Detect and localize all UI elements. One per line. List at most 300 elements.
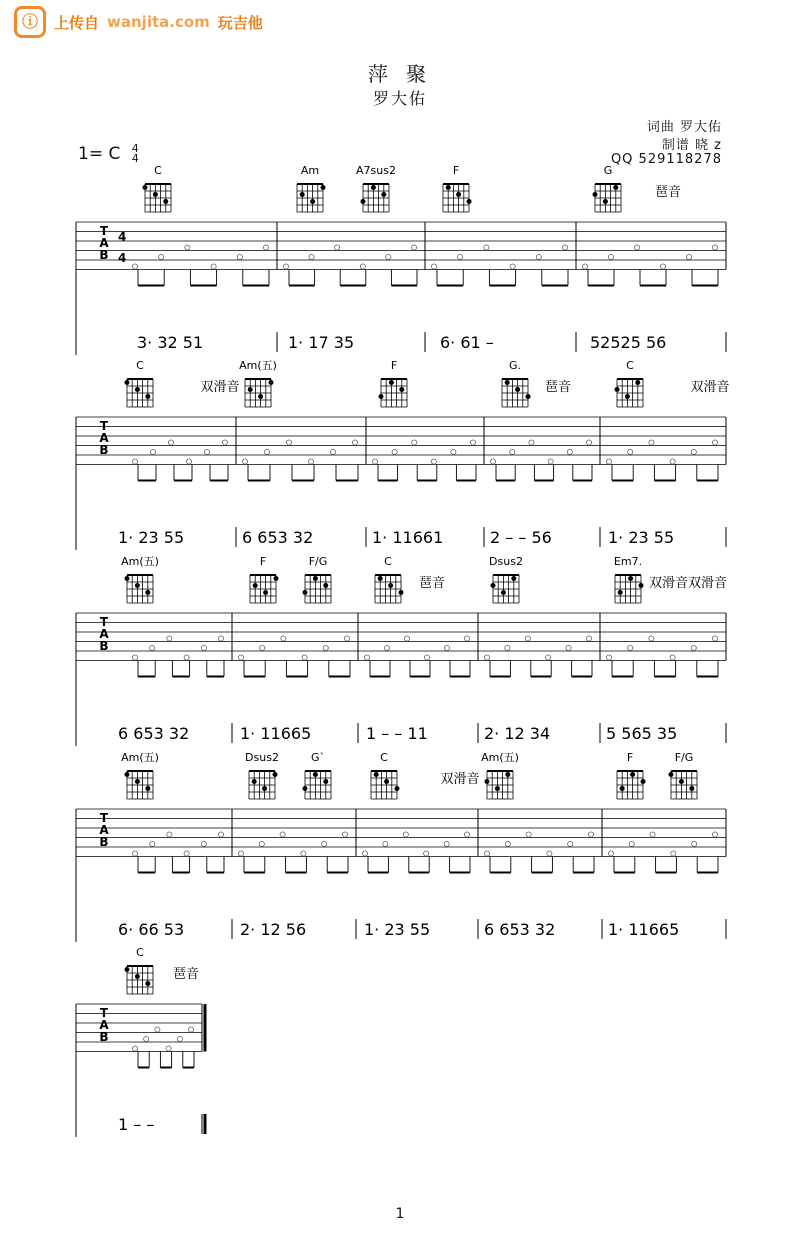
- tab-system: [76, 164, 726, 355]
- chord-finger-dot: [620, 786, 625, 791]
- tab-clef-letter: A: [99, 236, 109, 250]
- fret-marker: [323, 645, 328, 650]
- fret-marker: [464, 636, 469, 641]
- jianpu-measure: 6 653 32: [484, 920, 556, 939]
- key-label: 1= C: [78, 144, 121, 164]
- chord-finger-dot: [467, 199, 472, 204]
- fret-marker: [712, 245, 717, 250]
- fret-marker: [411, 245, 416, 250]
- fret-marker: [259, 841, 264, 846]
- fret-marker: [167, 636, 172, 641]
- jianpu-measure: 6 653 32: [118, 724, 190, 743]
- chord-diagram: [121, 751, 159, 799]
- fret-marker: [167, 832, 172, 837]
- chord-finger-dot: [378, 576, 383, 581]
- fret-marker: [384, 645, 389, 650]
- chord-name: F/G: [308, 555, 328, 568]
- fret-marker: [670, 655, 675, 660]
- fret-marker: [155, 1027, 160, 1032]
- jianpu-measure: 6· 61 –: [440, 333, 494, 352]
- chord-name: G`: [310, 751, 326, 764]
- chord-name: G.: [508, 359, 522, 372]
- chord-finger-dot: [248, 387, 253, 392]
- chord-finger-dot: [395, 786, 400, 791]
- chord-diagram: [379, 359, 408, 407]
- chord-finger-dot: [388, 583, 393, 588]
- chord-finger-dot: [253, 583, 258, 588]
- jianpu-measure: 52525 56: [590, 333, 667, 352]
- fret-marker: [144, 1036, 149, 1041]
- tab-clef-letter: A: [99, 431, 109, 445]
- chord-finger-dot: [593, 192, 598, 197]
- fret-marker: [692, 841, 697, 846]
- fret-marker: [301, 851, 306, 856]
- fret-marker: [364, 655, 369, 660]
- chord-finger-dot: [323, 583, 328, 588]
- jianpu-measure: 1 – –: [118, 1115, 155, 1134]
- fret-marker: [431, 264, 436, 269]
- fret-marker: [444, 645, 449, 650]
- fret-marker: [188, 1027, 193, 1032]
- fret-marker: [586, 636, 591, 641]
- chord-finger-dot: [361, 199, 366, 204]
- fret-marker: [670, 459, 675, 464]
- fret-marker: [159, 254, 164, 259]
- chord-diagram: [121, 555, 159, 603]
- fret-marker: [383, 841, 388, 846]
- chord-finger-dot: [505, 772, 510, 777]
- site-name: 玩吉他: [217, 13, 263, 32]
- tab-clef-letter: T: [99, 224, 109, 238]
- fret-marker: [238, 655, 243, 660]
- chord-finger-dot: [501, 590, 506, 595]
- tab-clef-letter: B: [99, 835, 109, 849]
- tab-clef-letter: A: [99, 1018, 109, 1032]
- chord-diagram: [125, 359, 154, 407]
- fret-marker: [150, 841, 155, 846]
- chord-name: Am(五): [121, 555, 159, 568]
- chord-name: F: [259, 555, 267, 568]
- chord-finger-dot: [603, 199, 608, 204]
- chord-name: Em7.: [613, 555, 643, 568]
- technique-label: 琶音: [654, 185, 682, 200]
- chord-finger-dot: [274, 576, 279, 581]
- fret-marker: [132, 459, 137, 464]
- chord-name: C: [384, 555, 392, 568]
- fret-marker: [671, 851, 676, 856]
- fret-marker: [352, 440, 357, 445]
- fret-marker: [404, 636, 409, 641]
- chord-name: A7sus2: [356, 164, 396, 177]
- fret-marker: [582, 264, 587, 269]
- chord-name: Dsus2: [489, 555, 523, 568]
- fret-marker: [470, 440, 475, 445]
- fret-marker: [283, 264, 288, 269]
- chord-name: C: [626, 359, 634, 372]
- tab-clef-letter: B: [99, 443, 109, 457]
- chord-finger-dot: [630, 772, 635, 777]
- fret-marker: [660, 264, 665, 269]
- chord-finger-dot: [135, 387, 140, 392]
- tab-clef-letter: B: [99, 248, 109, 262]
- chord-finger-dot: [323, 779, 328, 784]
- credit-qq: QQ 529118278: [610, 152, 722, 167]
- chord-finger-dot: [321, 185, 326, 190]
- fret-marker: [505, 645, 510, 650]
- jianpu-measure: 2· 12 56: [240, 920, 307, 939]
- chord-finger-dot: [485, 779, 490, 784]
- chord-finger-dot: [381, 192, 386, 197]
- fret-marker: [185, 245, 190, 250]
- time-bottom: 4: [131, 152, 139, 165]
- tab-time-top: 4: [118, 230, 127, 244]
- fret-marker: [132, 655, 137, 660]
- fret-marker: [362, 851, 367, 856]
- tab-clef-letter: B: [99, 1030, 109, 1044]
- chord-finger-dot: [143, 185, 148, 190]
- chord-finger-dot: [526, 394, 531, 399]
- fret-marker: [451, 449, 456, 454]
- tab-system: [76, 359, 730, 550]
- chord-finger-dot: [625, 394, 630, 399]
- chord-finger-dot: [399, 590, 404, 595]
- fret-marker: [629, 841, 634, 846]
- chord-finger-dot: [145, 981, 150, 986]
- fret-marker: [484, 655, 489, 660]
- chord-diagram: [297, 164, 326, 212]
- time-top: 4: [131, 142, 139, 155]
- fret-marker: [166, 1046, 171, 1051]
- upload-label: 上传自: [54, 13, 100, 32]
- fret-marker: [308, 459, 313, 464]
- fret-marker: [132, 851, 137, 856]
- tab-clef-letter: A: [99, 627, 109, 641]
- chord-name: Dsus2: [245, 751, 279, 764]
- technique-label: 双滑音: [440, 772, 480, 787]
- fret-marker: [263, 245, 268, 250]
- chord-finger-dot: [505, 380, 510, 385]
- chord-finger-dot: [135, 583, 140, 588]
- jianpu-measure: 1 – – 11: [366, 724, 428, 743]
- chord-finger-dot: [125, 576, 130, 581]
- song-title: 萍 聚: [367, 62, 433, 86]
- fret-marker: [150, 449, 155, 454]
- fret-marker: [309, 254, 314, 259]
- fret-marker: [280, 832, 285, 837]
- page-number: 1: [395, 1206, 405, 1222]
- fret-marker: [186, 459, 191, 464]
- fret-marker: [526, 832, 531, 837]
- fret-marker: [264, 449, 269, 454]
- fret-marker: [547, 851, 552, 856]
- technique-label: 琶音: [172, 967, 200, 982]
- fret-marker: [536, 254, 541, 259]
- chord-finger-dot: [515, 387, 520, 392]
- chord-finger-dot: [273, 772, 278, 777]
- chord-finger-dot: [125, 967, 130, 972]
- tab-clef-letter: T: [99, 615, 109, 629]
- chord-name: C: [136, 359, 144, 372]
- fret-marker: [218, 832, 223, 837]
- fret-marker: [150, 645, 155, 650]
- jianpu-measure: 1· 11661: [372, 528, 444, 547]
- chord-finger-dot: [374, 772, 379, 777]
- fret-marker: [608, 254, 613, 259]
- chord-finger-dot: [313, 772, 318, 777]
- chord-diagram: [614, 555, 727, 603]
- fret-marker: [204, 449, 209, 454]
- fret-marker: [242, 459, 247, 464]
- chord-diagram: [125, 946, 200, 994]
- fret-marker: [286, 440, 291, 445]
- chord-name: F: [452, 164, 460, 177]
- fret-marker: [691, 449, 696, 454]
- fret-marker: [335, 245, 340, 250]
- fret-marker: [691, 645, 696, 650]
- fret-marker: [484, 245, 489, 250]
- chord-finger-dot: [269, 380, 274, 385]
- chord-finger-dot: [252, 779, 257, 784]
- chord-finger-dot: [313, 576, 318, 581]
- fret-marker: [484, 851, 489, 856]
- chord-finger-dot: [615, 387, 620, 392]
- chord-diagram: [303, 555, 332, 603]
- fret-marker: [201, 645, 206, 650]
- chord-diagram: [669, 751, 698, 799]
- chord-name: C: [154, 164, 162, 177]
- chord-diagram: [443, 164, 472, 212]
- fret-marker: [649, 636, 654, 641]
- fret-marker: [588, 832, 593, 837]
- chord-finger-dot: [379, 394, 384, 399]
- fret-marker: [342, 832, 347, 837]
- chord-finger-dot: [163, 199, 168, 204]
- fret-marker: [490, 459, 495, 464]
- fret-marker: [458, 254, 463, 259]
- chord-name: F/G: [674, 751, 694, 764]
- fret-marker: [649, 440, 654, 445]
- chord-diagram: [440, 751, 518, 799]
- chord-diagram: [615, 359, 730, 407]
- tab-system: [76, 751, 726, 942]
- chord-finger-dot: [303, 786, 308, 791]
- fret-marker: [650, 832, 655, 837]
- credit-lyrics-music: 词曲 罗大佑: [646, 120, 722, 135]
- technique-label: 琶音: [418, 576, 446, 591]
- fret-marker: [712, 636, 717, 641]
- fret-marker: [260, 645, 265, 650]
- chord-diagram: [489, 555, 523, 603]
- fret-marker: [628, 645, 633, 650]
- fret-marker: [464, 832, 469, 837]
- fret-marker: [168, 440, 173, 445]
- chord-diagram: [245, 751, 279, 799]
- chord-finger-dot: [263, 590, 268, 595]
- fret-marker: [392, 449, 397, 454]
- fret-marker: [567, 449, 572, 454]
- site-logo-icon: ⓘ: [14, 6, 46, 38]
- fret-marker: [344, 636, 349, 641]
- fret-marker: [237, 254, 242, 259]
- fret-marker: [608, 851, 613, 856]
- chord-finger-dot: [618, 590, 623, 595]
- fret-marker: [412, 440, 417, 445]
- technique-label: 双滑音双滑音: [648, 576, 728, 591]
- fret-marker: [510, 449, 515, 454]
- tab-clef-letter: T: [99, 419, 109, 433]
- chord-name: Am(五): [481, 751, 519, 764]
- fret-marker: [712, 440, 717, 445]
- chord-diagram: [371, 751, 400, 799]
- fret-marker: [548, 459, 553, 464]
- chord-finger-dot: [303, 590, 308, 595]
- fret-marker: [281, 636, 286, 641]
- chord-name: C: [380, 751, 388, 764]
- jianpu-measure: 1· 23 55: [608, 528, 675, 547]
- jianpu-measure: 3· 32 51: [137, 333, 204, 352]
- jianpu-measure: 1· 11665: [608, 920, 680, 939]
- jianpu-measure: 5 565 35: [606, 724, 678, 743]
- tab-clef-letter: B: [99, 639, 109, 653]
- chord-diagram: [143, 164, 172, 212]
- jianpu-measure: 1· 23 55: [118, 528, 185, 547]
- fret-marker: [606, 655, 611, 660]
- jianpu-measure: 6· 66 53: [118, 920, 185, 939]
- fret-marker: [132, 1046, 137, 1051]
- chord-finger-dot: [145, 590, 150, 595]
- chord-finger-dot: [628, 576, 633, 581]
- fret-marker: [562, 245, 567, 250]
- fret-marker: [132, 264, 137, 269]
- fret-marker: [184, 655, 189, 660]
- fret-marker: [372, 459, 377, 464]
- fret-marker: [568, 841, 573, 846]
- chord-name: Am(五): [239, 359, 277, 372]
- chord-finger-dot: [446, 185, 451, 190]
- fret-marker: [529, 440, 534, 445]
- chord-finger-dot: [689, 786, 694, 791]
- chord-diagram: [200, 359, 276, 407]
- fret-marker: [505, 841, 510, 846]
- chord-finger-dot: [613, 185, 618, 190]
- fret-marker: [566, 645, 571, 650]
- fret-marker: [201, 841, 206, 846]
- jianpu-measure: 2 – – 56: [490, 528, 552, 547]
- chord-finger-dot: [300, 192, 305, 197]
- chord-name: Am: [300, 164, 320, 177]
- chord-finger-dot: [153, 192, 158, 197]
- credit-arranger: 制谱 晓 z: [661, 138, 722, 153]
- fret-marker: [222, 440, 227, 445]
- fret-marker: [424, 851, 429, 856]
- fret-marker: [360, 264, 365, 269]
- chord-diagram: [303, 751, 332, 799]
- chord-name: Am(五): [121, 751, 159, 764]
- chord-finger-dot: [135, 974, 140, 979]
- chord-finger-dot: [125, 772, 130, 777]
- fret-marker: [525, 636, 530, 641]
- tab-clef-letter: T: [99, 1006, 109, 1020]
- jianpu-measure: 2· 12 34: [484, 724, 551, 743]
- chord-finger-dot: [495, 786, 500, 791]
- chord-finger-dot: [135, 779, 140, 784]
- fret-marker: [403, 832, 408, 837]
- tab-time-bottom: 4: [118, 251, 127, 265]
- chord-finger-dot: [639, 583, 644, 588]
- chord-finger-dot: [125, 380, 130, 385]
- chord-finger-dot: [491, 583, 496, 588]
- jianpu-measure: 1· 23 55: [364, 920, 431, 939]
- fret-marker: [431, 459, 436, 464]
- fret-marker: [634, 245, 639, 250]
- fret-marker: [586, 440, 591, 445]
- fret-marker: [177, 1036, 182, 1041]
- technique-label: 双滑音: [200, 380, 240, 395]
- chord-finger-dot: [669, 772, 674, 777]
- fret-marker: [218, 636, 223, 641]
- tab-system: [76, 946, 205, 1137]
- tab-clef-letter: A: [99, 823, 109, 837]
- fret-marker: [211, 264, 216, 269]
- song-artist: 罗大佑: [372, 89, 427, 108]
- chord-diagram: [250, 555, 279, 603]
- chord-finger-dot: [641, 779, 646, 784]
- jianpu-measure: 6 653 32: [242, 528, 314, 547]
- jianpu-measure: 1· 17 35: [288, 333, 355, 352]
- chord-name: F: [390, 359, 398, 372]
- chord-finger-dot: [371, 185, 376, 190]
- chord-diagram: [593, 164, 682, 212]
- chord-diagram: [502, 359, 571, 407]
- fret-marker: [546, 655, 551, 660]
- chord-diagram: [375, 555, 445, 603]
- chord-name: G: [603, 164, 613, 177]
- chord-name: C: [136, 946, 144, 959]
- fret-marker: [628, 449, 633, 454]
- chord-finger-dot: [310, 199, 315, 204]
- fret-marker: [424, 655, 429, 660]
- chord-finger-dot: [389, 380, 394, 385]
- technique-label: 琶音: [544, 380, 572, 395]
- chord-finger-dot: [262, 786, 267, 791]
- chord-name: F: [626, 751, 634, 764]
- chord-diagram: [617, 751, 646, 799]
- fret-marker: [184, 851, 189, 856]
- fret-marker: [606, 459, 611, 464]
- fret-marker: [322, 841, 327, 846]
- chord-diagram: [356, 164, 396, 212]
- fret-marker: [330, 449, 335, 454]
- jianpu-measure: 1· 11665: [240, 724, 312, 743]
- tab-clef-letter: T: [99, 811, 109, 825]
- fret-marker: [386, 254, 391, 259]
- chord-finger-dot: [399, 387, 404, 392]
- site-url[interactable]: wanjita.com: [107, 13, 210, 31]
- fret-marker: [686, 254, 691, 259]
- fret-marker: [444, 841, 449, 846]
- chord-finger-dot: [145, 786, 150, 791]
- chord-finger-dot: [679, 779, 684, 784]
- fret-marker: [302, 655, 307, 660]
- technique-label: 双滑音: [690, 380, 730, 395]
- chord-finger-dot: [511, 576, 516, 581]
- chord-finger-dot: [258, 394, 263, 399]
- chord-finger-dot: [635, 380, 640, 385]
- tab-system: [76, 555, 727, 746]
- fret-marker: [510, 264, 515, 269]
- fret-marker: [238, 851, 243, 856]
- chord-finger-dot: [384, 779, 389, 784]
